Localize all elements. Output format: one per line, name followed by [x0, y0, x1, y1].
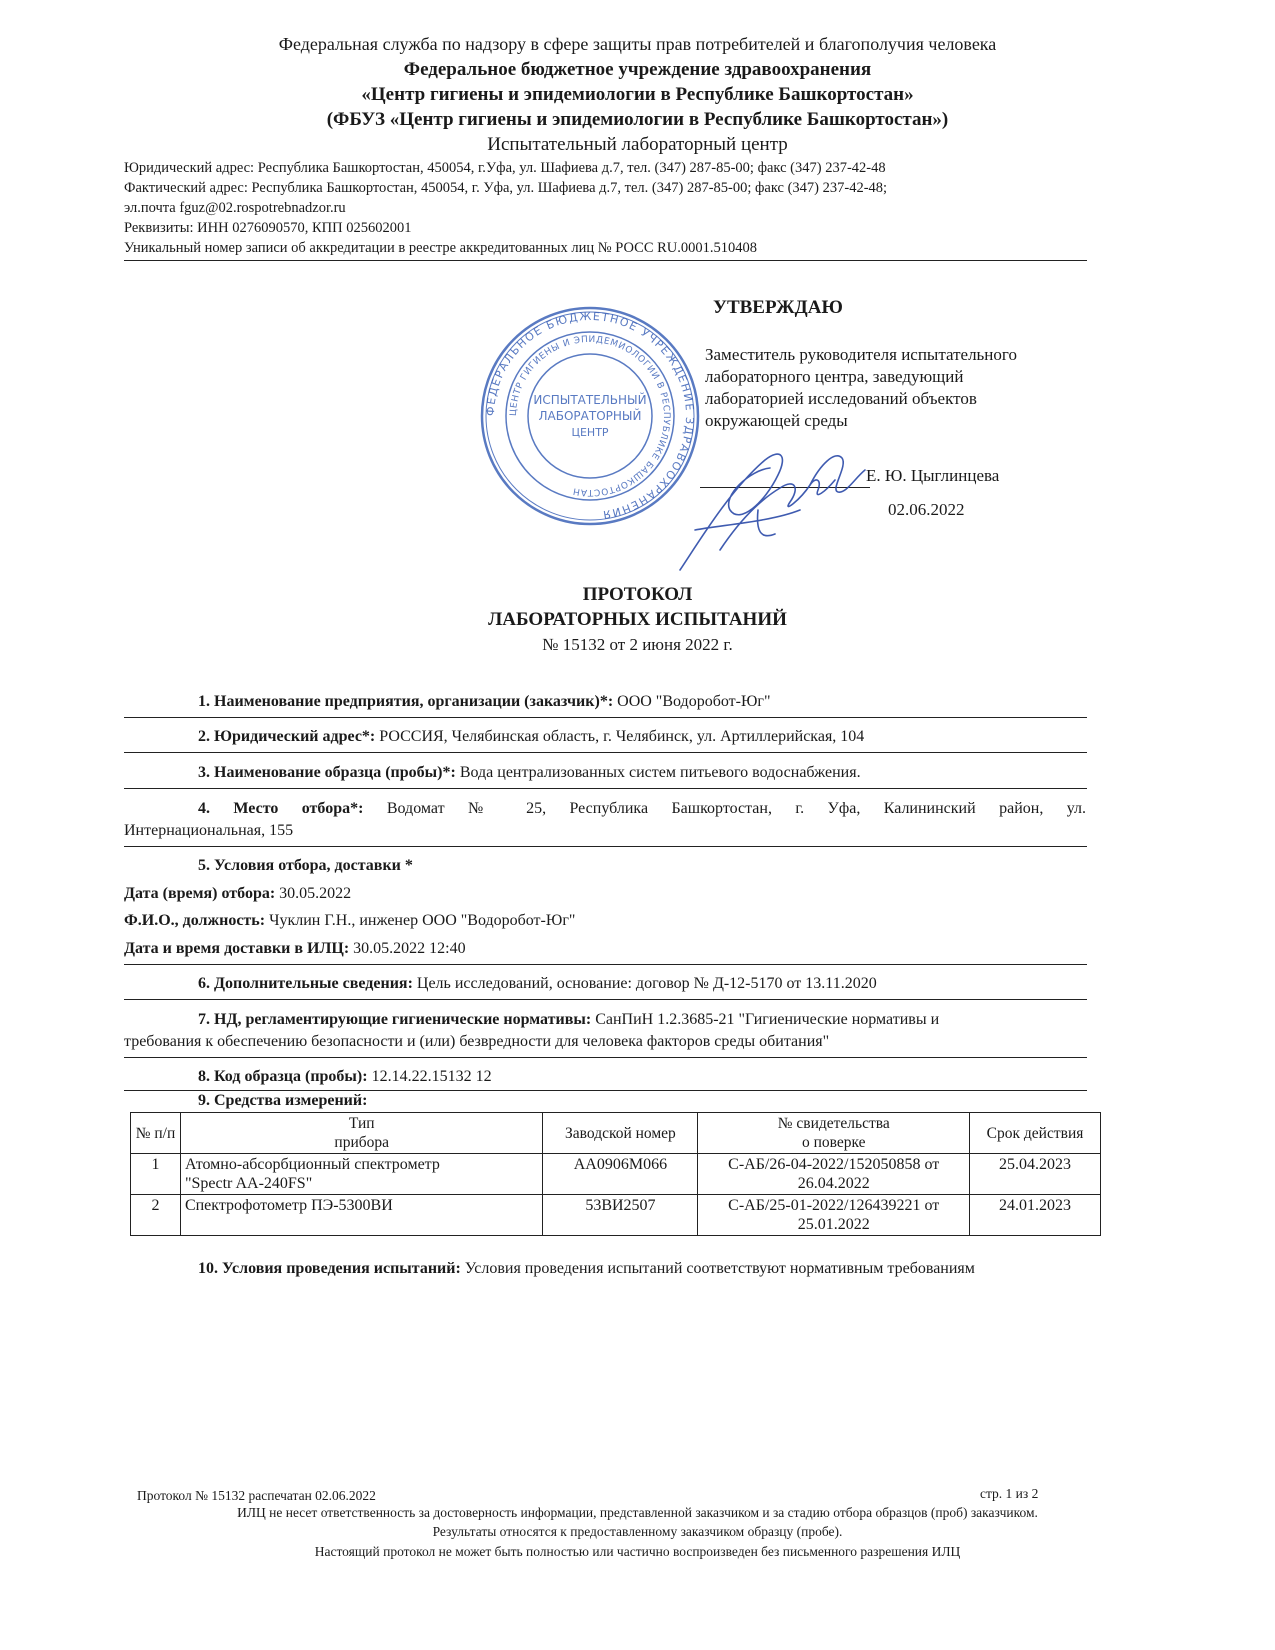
- section-5-divider: [124, 964, 1087, 965]
- row-cert-line2: 26.04.2022: [797, 1175, 870, 1192]
- sampling-date-label: Дата (время) отбора:: [124, 885, 276, 902]
- institution-name: «Центр гигиены и эпидемиологии в Республике Башкортостан»: [361, 84, 914, 105]
- sampler-row: [124, 912, 575, 930]
- email: эл.почта fguz@02.rospotrebnadzor.ru: [124, 200, 346, 216]
- sampler-label: Ф.И.О., должность:: [124, 912, 266, 929]
- page-number: стр. 1 из 2: [980, 1486, 1039, 1501]
- row-serial: 53ВИ2507: [543, 1195, 698, 1236]
- sample-name: Вода централизованных систем питьевого водоснабжения.: [459, 764, 861, 781]
- row-type: [180, 1154, 543, 1195]
- section-3: [198, 764, 861, 782]
- disclaimer-3: Настоящий протокол не может быть полностью или частично воспроизведен без письменного разрешения ИЛЦ: [314, 1544, 961, 1559]
- header-valid: Срок действия: [970, 1113, 1101, 1154]
- row-num: 1: [131, 1154, 181, 1195]
- header-divider: [124, 260, 1087, 261]
- header-num: № п/п: [131, 1113, 181, 1154]
- row-cert-line1: С-АБ/25-01-2022/126439221 от: [728, 1197, 940, 1214]
- section-2-divider: [124, 752, 1087, 753]
- stamp-center-line3: ЦЕНТР: [571, 426, 609, 439]
- section-4-label: 4. Место отбора*:: [198, 800, 364, 817]
- approver-name: Е. Ю. Цыглинцева: [866, 466, 1000, 485]
- section-1-label: 1. Наименование предприятия, организации (заказчик)*:: [198, 693, 614, 710]
- section-8-divider: [124, 1090, 1087, 1091]
- approver-position-line1: Заместитель руководителя испытательного: [705, 345, 1017, 364]
- actual-address: Фактический адрес: Республика Башкортостан, 450054, г. Уфа, ул. Шафиева д.7, тел. (347) 287-85-00; факс (347) 237-42-48;: [124, 180, 888, 196]
- table-row: [131, 1195, 1101, 1236]
- regulations-line1: СанПиН 1.2.3685-21 "Гигиенические нормативы и: [595, 1011, 940, 1028]
- protocol-title: ПРОТОКОЛ: [582, 584, 693, 605]
- print-info: Протокол № 15132 распечатан 02.06.2022: [137, 1488, 376, 1503]
- section-6: [198, 975, 877, 993]
- header-type-line2: прибора: [334, 1134, 390, 1151]
- row-type-line1: Атомно-абсорбционный спектрометр: [184, 1156, 440, 1173]
- row-cert: [698, 1154, 970, 1195]
- approver-position-line3: лабораторией исследований объектов: [705, 389, 977, 408]
- disclaimer-2: Результаты относятся к предоставленному заказчиком образцу (пробе).: [432, 1524, 843, 1539]
- delivery-datetime: 30.05.2022 12:40: [353, 940, 466, 957]
- delivery-label: Дата и время доставки в ИЛЦ:: [124, 940, 350, 957]
- row-cert-line2: 25.01.2022: [797, 1216, 870, 1233]
- section-10-label: 10. Условия проведения испытаний:: [198, 1260, 461, 1277]
- agency-name: Федеральная служба по надзору в сфере защиты прав потребителей и благополучия человека: [278, 34, 997, 54]
- sampling-date: 30.05.2022: [279, 885, 352, 902]
- section-7-label: 7. НД, регламентирующие гигиенические нормативы:: [198, 1011, 592, 1028]
- approval-title: УТВЕРЖДАЮ: [713, 297, 843, 318]
- row-cert-line1: С-АБ/26-04-2022/152050858 от: [728, 1156, 940, 1173]
- section-10: [198, 1260, 975, 1278]
- sampler-name: Чуклин Г.Н., инженер ООО "Водоробот-Юг": [269, 912, 576, 929]
- header-cert-line2: о поверке: [801, 1134, 866, 1151]
- approval-date: 02.06.2022: [888, 500, 965, 519]
- section-8-label: 8. Код образца (пробы):: [198, 1068, 368, 1085]
- disclaimer-1: ИЛЦ не несет ответственность за достоверность информации, представленной заказчиком и за стадию отбора образцов (проб) заказчиком.: [237, 1505, 1038, 1520]
- row-cert: [698, 1195, 970, 1236]
- header-cert: [698, 1113, 970, 1154]
- additional-info: Цель исследований, основание: договор № Д-12-5170 от 13.11.2020: [416, 975, 877, 992]
- protocol-subtitle: ЛАБОРАТОРНЫХ ИСПЫТАНИЙ: [488, 609, 787, 630]
- legal-address: Юридический адрес: Республика Башкортостан, 450054, г.Уфа, ул. Шафиева д.7, тел. (347) 287-85-00; факс (347) 237-42-48: [124, 160, 886, 176]
- table-header-row: [131, 1113, 1101, 1154]
- section-8: [198, 1068, 492, 1086]
- approver-position-line4: окружающей среды: [705, 411, 848, 430]
- sampling-place-line2: Интернациональная, 155: [124, 822, 294, 839]
- customer-legal-address: РОССИЯ, Челябинская область, г. Челябинск, ул. Артиллерийская, 104: [379, 728, 865, 745]
- section-4: [198, 800, 1086, 818]
- institution-short-name: (ФБУЗ «Центр гигиены и эпидемиологии в Республике Башкортостан»): [326, 109, 949, 130]
- header-type-line1: Тип: [348, 1115, 375, 1132]
- section-6-label: 6. Дополнительные сведения:: [198, 975, 413, 992]
- delivery-row: [124, 940, 466, 958]
- row-type-line2: "Spectr AA-240FS": [184, 1175, 313, 1192]
- row-valid: 24.01.2023: [970, 1195, 1101, 1236]
- section-2: [198, 728, 864, 746]
- section-1: [198, 693, 770, 711]
- section-2-label: 2. Юридический адрес*:: [198, 728, 376, 745]
- row-type: [180, 1195, 543, 1236]
- sampling-place-line1: Водомат № 25, Республика Башкортостан, г. Уфа, Калининский район, ул.: [386, 800, 1087, 817]
- header-cert-line1: № свидетельства: [777, 1115, 890, 1132]
- table-row: [131, 1154, 1101, 1195]
- section-3-label: 3. Наименование образца (пробы)*:: [198, 764, 456, 781]
- customer-name: ООО "Водоробот-Юг": [617, 693, 771, 710]
- header-serial: Заводской номер: [543, 1113, 698, 1154]
- row-type-line1: Спектрофотометр ПЭ-5300ВИ: [184, 1197, 393, 1214]
- sample-code: 12.14.22.15132 12: [371, 1068, 492, 1085]
- section-6-divider: [124, 999, 1087, 1000]
- section-4-divider: [124, 846, 1087, 847]
- regulations-line2: требования к обеспечению безопасности и (или) безвредности для человека факторов среды обитания": [124, 1033, 830, 1050]
- row-serial: AA0906M066: [543, 1154, 698, 1195]
- row-valid: 25.04.2023: [970, 1154, 1101, 1195]
- stamp-inner-text: ЦЕНТР ГИГИЕНЫ И ЭПИДЕМИОЛОГИИ В РЕСПУБЛИКЕ БАШКОРТОСТАН: [508, 334, 672, 498]
- accreditation-number: Уникальный номер записи об аккредитации в реестре аккредитованных лиц № РОСС RU.0001.510408: [124, 240, 758, 256]
- requisites: Реквизиты: ИНН 0276090570, КПП 025602001: [124, 220, 412, 236]
- institution-type: Федеральное бюджетное учреждение здравоохранения: [403, 59, 872, 80]
- stamp-center-line1: ИСПЫТАТЕЛЬНЫЙ: [533, 393, 647, 407]
- row-num: 2: [131, 1195, 181, 1236]
- section-9-label: 9. Средства измерений:: [198, 1092, 368, 1109]
- section-7-divider: [124, 1057, 1087, 1058]
- lab-center-name: Испытательный лабораторный центр: [487, 134, 788, 155]
- equipment-table: [130, 1112, 1101, 1236]
- stamp-outer-text: ФЕДЕРАЛЬНОЕ БЮДЖЕТНОЕ УЧРЕЖДЕНИЕ ЗДРАВООХРАНЕНИЯ: [483, 309, 697, 522]
- header-type: [180, 1113, 543, 1154]
- section-5-label: 5. Условия отбора, доставки *: [198, 857, 413, 874]
- signature: [660, 430, 890, 580]
- test-conditions: Условия проведения испытаний соответствуют нормативным требованиям: [464, 1260, 975, 1277]
- protocol-number: № 15132 от 2 июня 2022 г.: [542, 635, 733, 654]
- section-7: [198, 1011, 939, 1029]
- stamp-center-line2: ЛАБОРАТОРНЫЙ: [538, 409, 642, 423]
- approver-position-line2: лабораторного центра, заведующий: [705, 367, 964, 386]
- section-1-divider: [124, 717, 1087, 718]
- section-3-divider: [124, 788, 1087, 789]
- sampling-date-row: [124, 885, 351, 903]
